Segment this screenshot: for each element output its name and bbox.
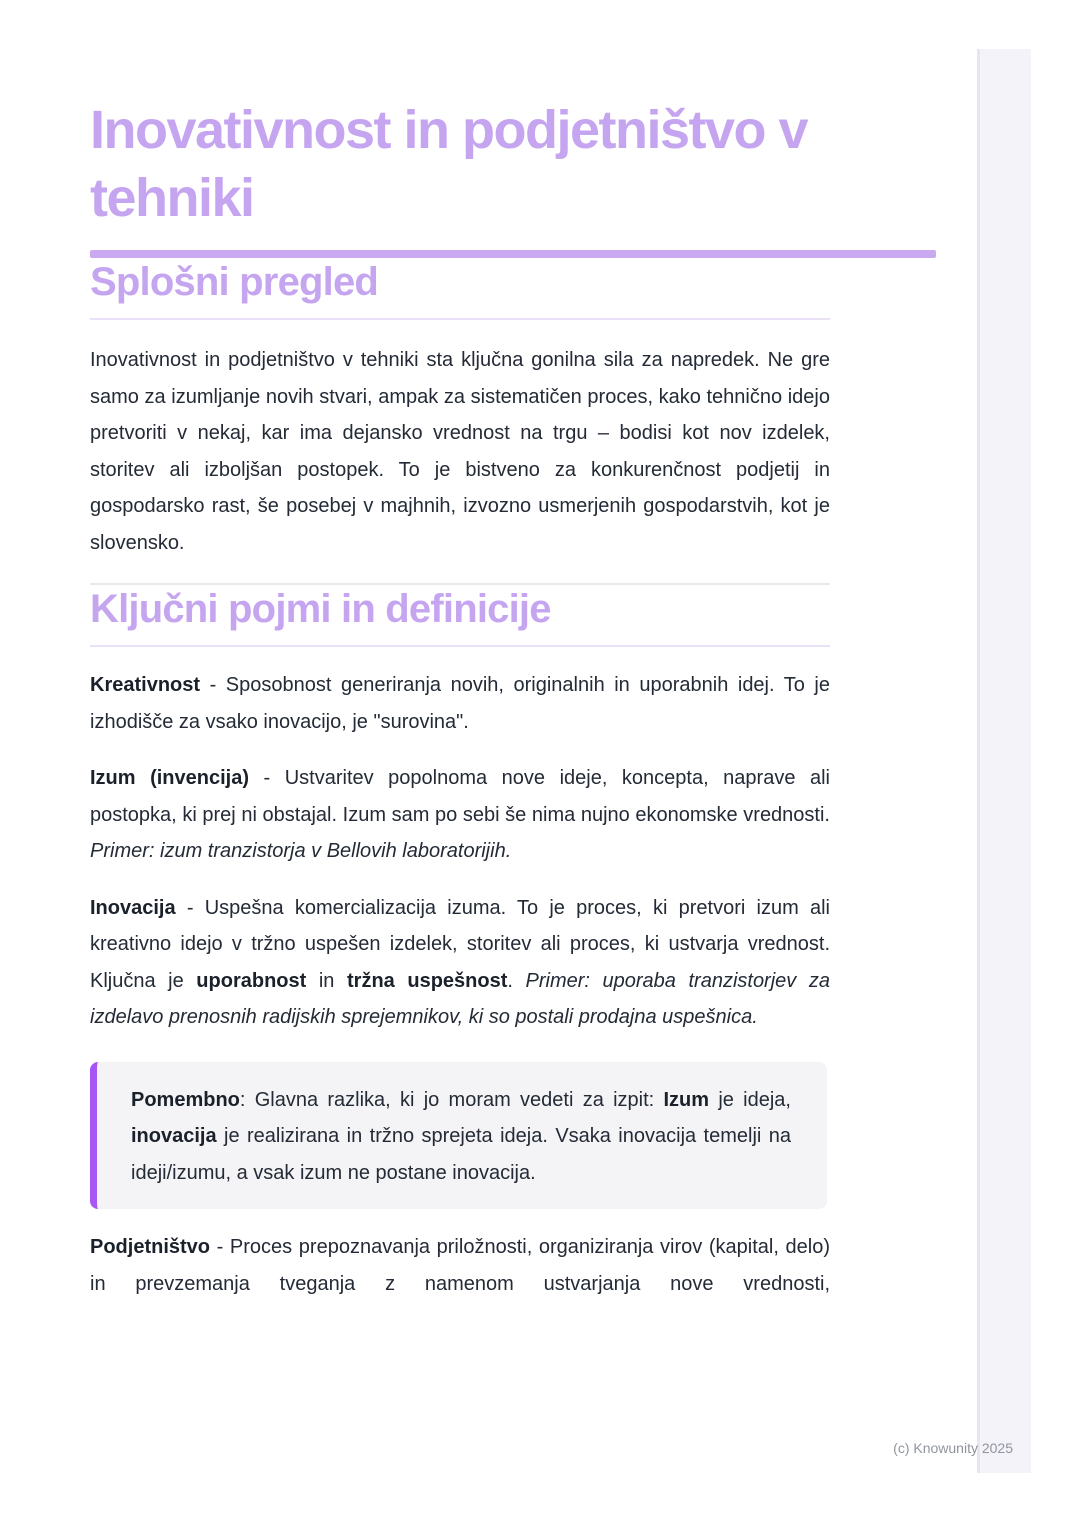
section-heading-splosni-pregled: Splošni pregled <box>90 260 379 304</box>
page-edge-strip <box>977 49 1031 1473</box>
paragraph-podjetnistvo: Podjetništvo - Proces prepoznavanja priložnosti, organiziranja virov (kapital, delo) in prevzemanja tveganja z namenom ustvarjanja nove vrednosti, <box>90 1236 830 1295</box>
document-content <box>90 0 830 1302</box>
section-kljucni-pojmi <box>90 585 830 1302</box>
paragraph-inovacija: Inovacija - Uspešna komercializacija izuma. To je proces, ki pretvori izum ali kreativno idejo v tržno uspešen izdelek, storitev ali proces, ki ustvarja vrednost. Ključna je uporabnost in tržna uspešnost. Primer: uporaba tranzistorjev za izdelavo prenosnih radijskih sprejemnikov, ki so postali prodajna uspešnica. <box>90 896 830 1028</box>
heading-underline <box>90 318 830 320</box>
heading-underline <box>90 645 830 647</box>
page-title: Inovativnost in podjetništvo v tehniki <box>90 100 808 228</box>
callout-text: Pomembno: Glavna razlika, ki jo moram vedeti za izpit: Izum je ideja, inovacija je realizirana in tržno sprejeta ideja. Vsaka inovacija temelji na ideji/izumu, a vsak izum ne postane inovacija. <box>131 1088 791 1184</box>
paragraph-overview: Inovativnost in podjetništvo v tehniki sta ključna gonilna sila za napredek. Ne gre samo za izumljanje novih stvari, ampak za sistematičen proces, kako tehnično idejo pretvoriti v nekaj, kar ima dejansko vrednost na trgu – bodisi kot nov izdelek, storitev ali izboljšan postopek. To je bistveno za konkurenčnost podjetij in gospodarsko rast, še posebej v majhnih, izvozno usmerjenih gospodarstvih, kot je slovensko. <box>90 349 830 554</box>
copyright-footer: (c) Knowunity 2025 <box>893 1440 1013 1456</box>
important-callout <box>90 1062 827 1210</box>
paragraph-izum: Izum (invencija) - Ustvaritev popolnoma nove ideje, koncepta, naprave ali postopka, ki prej ni obstajal. Izum sam po sebi še nima nujno ekonomske vrednosti. Primer: izum tranzistorja v Bellovih laboratorijih. <box>90 767 831 862</box>
section-heading-kljucni-pojmi: Ključni pojmi in definicije <box>90 587 551 631</box>
paragraph-kreativnost: Kreativnost - Sposobnost generiranja novih, originalnih in uporabnih idej. To je izhodišče za vsako inovacijo, je "surovina". <box>90 674 830 733</box>
title-rule <box>90 250 936 258</box>
section-splosni-pregled <box>90 258 830 561</box>
